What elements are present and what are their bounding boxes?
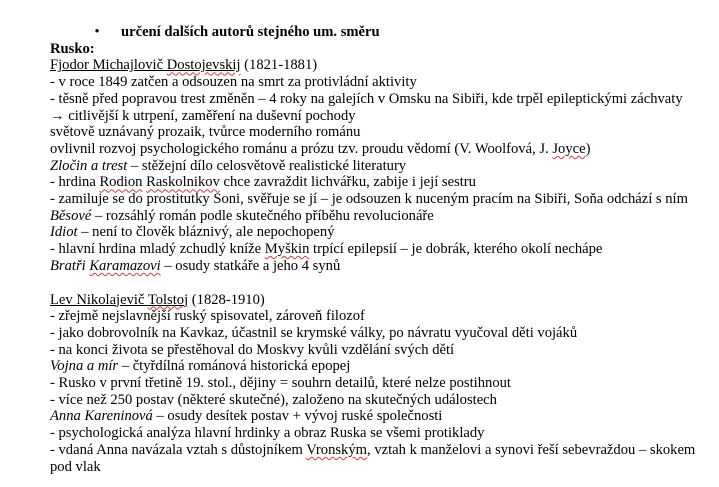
- work-anna-kareninova: Anna Kareninová – osudy desítek postav + vývoj ruské společnosti: [50, 408, 443, 425]
- bullet-dot: •: [94, 24, 100, 40]
- work-title: Vojna a mír: [50, 358, 119, 375]
- work-vojna-a-mir: Vojna a mír – čtyřdílná románová historická epopej: [50, 358, 351, 375]
- empty-line: [50, 275, 669, 292]
- text-line: - těsně před popravou trest změněn – 4 roky na galejích v Omsku na Sibiři, kde trpěl epileptickými záchvaty: [50, 90, 683, 107]
- work-bratri-karamazovi: Bratři Karamazovi – osudy statkáře a jeho 4 synů: [50, 257, 341, 274]
- author-years: (1821-1881): [240, 57, 318, 74]
- work-besove: Běsové – rozsáhlý román podle skutečného příběhu revolucionáře: [50, 207, 434, 224]
- work-idiot: Idiot – není to člověk bláznivý, ale nepochopený: [50, 224, 335, 241]
- text-line: - v roce 1849 zatčen a odsouzen na smrt za protivládní aktivity: [50, 74, 417, 91]
- text-line: - více než 250 postav (některé skutečné), založeno na skutečných událostech: [50, 391, 497, 408]
- text-line: - na konci života se přestěhoval do Moskvy kvůli vzdělání svých dětí: [50, 341, 455, 358]
- author-name: Fjodor Michajlovič Dostojevskij: [50, 57, 241, 74]
- work-zlocin-a-trest: Zločin a trest – stěžejní dílo celosvětově realistické literatury: [50, 157, 407, 174]
- text-line: - jako dobrovolník na Kavkaz, účastnil se krymské války, po návratu vyučoval děti vojáků: [50, 324, 578, 341]
- text-line: - zamiluje se do prostitutky Soni, svěřuje se jí – je odsouzen k nuceným pracím na Sibiři, Soňa odchází s ním: [50, 191, 688, 208]
- heading-rusko: Rusko:: [50, 40, 95, 57]
- text-line: pod vlak: [50, 458, 101, 475]
- text-line: → citlivější k utrpení, zaměření na duševní pochody: [50, 107, 356, 124]
- text-line: světově uznávaný prozaik, tvůrce moderního románu: [50, 124, 361, 141]
- text-line: - hlavní hrdina mladý zchudlý kníže Myškin trpící epilepsií – je dobrák, kterého okolí nechápe: [50, 241, 603, 258]
- work-title: Anna Kareninová: [50, 408, 153, 425]
- text-line: - psychologická analýza hlavní hrdinky a obraz Ruska se všemi protiklady: [50, 425, 485, 442]
- text-line: ovlivnil rozvoj psychologického románu a prózu tzv. proudu vědomí (V. Woolfová, J. Joyce): [50, 140, 591, 157]
- text-line: - zřejmě nejslavnější ruský spisovatel, zároveň filozof: [50, 308, 365, 325]
- text-line: - vdaná Anna navázala vztah s důstojníkem Vronským, vztah k manželovi a synovi řeší sebevraždou – skokem: [50, 441, 696, 458]
- author-years: (1828-1910): [188, 291, 265, 308]
- author-dostojevskij: [50, 57, 669, 74]
- work-title: Bratři Karamazovi: [50, 257, 161, 274]
- work-title: Idiot: [50, 224, 78, 241]
- bullet-item: [50, 24, 669, 41]
- bullet-text: určení dalších autorů stejného um. směru: [121, 24, 380, 40]
- work-title: Zločin a trest: [50, 157, 128, 174]
- author-name: Lev Nikolajevič Tolstoj: [50, 291, 189, 308]
- text-line: - Rusko v první třetině 19. stol., dějiny = souhrn detailů, které nelze postihnout: [50, 375, 511, 392]
- work-title: Běsové: [50, 207, 92, 224]
- author-tolstoj: [50, 292, 669, 309]
- text-line: - hrdina Rodion Raskolnikov chce zavraždit lichvářku, zabije i její sestru: [50, 174, 476, 191]
